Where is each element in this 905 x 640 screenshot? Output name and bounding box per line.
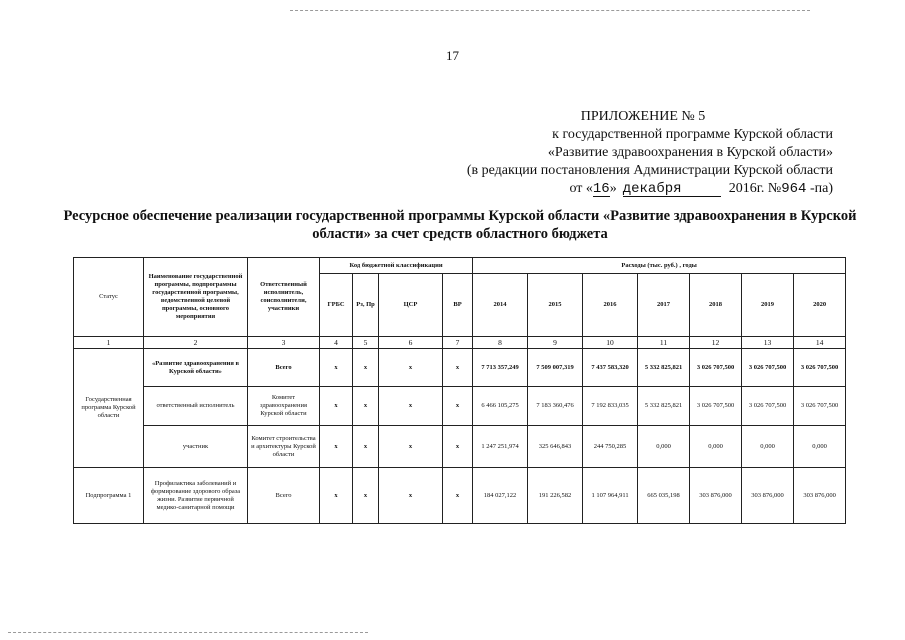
header-year: 2018 — [690, 274, 742, 337]
table-row-gp-executor — [74, 387, 846, 426]
column-number-row — [74, 337, 846, 349]
header-executor: Ответственный исполнитель, соисполнители, участники — [248, 258, 320, 337]
value-cell: 7 437 583,320 — [583, 349, 638, 387]
column-number: 6 — [379, 337, 443, 349]
column-number: 4 — [320, 337, 353, 349]
scan-artifact-bottom — [8, 632, 368, 633]
table-row-subprogram-1 — [74, 468, 846, 524]
row-name: участник — [144, 426, 248, 468]
header-year: 2016 — [583, 274, 638, 337]
appendix-date-line — [413, 180, 833, 198]
column-number: 14 — [794, 337, 846, 349]
resource-table — [73, 257, 846, 524]
column-number: 7 — [443, 337, 473, 349]
code-cell: х — [353, 349, 379, 387]
value-cell: 7 509 007,319 — [528, 349, 583, 387]
code-cell: х — [320, 387, 353, 426]
appendix-edition-note: (в редакции постановления Администрации Курской области — [466, 163, 833, 178]
code-cell: х — [320, 349, 353, 387]
column-number: 2 — [144, 337, 248, 349]
date-month: декабря — [623, 182, 721, 197]
value-cell: 0,000 — [638, 426, 690, 468]
value-cell: 6 466 105,275 — [473, 387, 528, 426]
value-cell: 0,000 — [794, 426, 846, 468]
header-year: 2014 — [473, 274, 528, 337]
column-number: 10 — [583, 337, 638, 349]
header-vr: ВР — [443, 274, 473, 337]
code-cell: х — [443, 426, 473, 468]
code-cell: х — [443, 468, 473, 524]
value-cell: 3 026 707,500 — [690, 349, 742, 387]
code-cell: х — [320, 468, 353, 524]
value-cell: 303 876,000 — [742, 468, 794, 524]
value-cell: 665 035,198 — [638, 468, 690, 524]
header-year: 2020 — [794, 274, 846, 337]
appendix-title: ПРИЛОЖЕНИЕ № 5 — [580, 109, 706, 124]
table-row-gp-total — [74, 349, 846, 387]
value-cell: 0,000 — [690, 426, 742, 468]
header-row-1 — [74, 258, 846, 274]
gp-status-cell: Государственная программа Курской области — [74, 349, 144, 468]
header-budget-code: Код бюджетной классификации — [320, 258, 473, 274]
code-cell: х — [320, 426, 353, 468]
value-cell: 3 026 707,500 — [742, 349, 794, 387]
decree-number: 964 — [781, 181, 807, 197]
code-cell: х — [379, 426, 443, 468]
value-cell: 303 876,000 — [794, 468, 846, 524]
header-year: 2019 — [742, 274, 794, 337]
column-number: 3 — [248, 337, 320, 349]
value-cell: 0,000 — [742, 426, 794, 468]
date-mid: » — [609, 181, 617, 196]
column-number: 8 — [473, 337, 528, 349]
date-day: 16 — [592, 181, 610, 197]
value-cell: 7 183 360,476 — [528, 387, 583, 426]
code-cell: х — [353, 387, 379, 426]
appendix-program-ref: к государственной программе Курской области — [552, 127, 833, 142]
row-executor: Всего — [248, 349, 320, 387]
header-grbs: ГРБС — [320, 274, 353, 337]
page-number: 17 — [446, 48, 459, 63]
code-cell: х — [353, 426, 379, 468]
value-cell: 1 107 964,911 — [583, 468, 638, 524]
document-title: Ресурсное обеспечение реализации государственной программы Курской области «Развитие здравоохранения в Курской области» за счет средств областного бюджета — [63, 208, 857, 242]
header-year: 2017 — [638, 274, 690, 337]
header-csr: ЦСР — [379, 274, 443, 337]
column-number: 11 — [638, 337, 690, 349]
value-cell: 3 026 707,500 — [794, 387, 846, 426]
value-cell: 244 750,285 — [583, 426, 638, 468]
value-cell: 325 646,843 — [528, 426, 583, 468]
scan-artifact-top — [290, 10, 810, 11]
code-cell: х — [379, 387, 443, 426]
value-cell: 184 027,122 — [473, 468, 528, 524]
appendix-header — [413, 108, 833, 198]
value-cell: 7 192 833,035 — [583, 387, 638, 426]
header-year: 2015 — [528, 274, 583, 337]
column-number: 13 — [742, 337, 794, 349]
header-name: Наименование государственной программы, подпрограммы государственной программы, ведомственной целевой программы, основного мероприятия — [144, 258, 248, 337]
header-expenses: Расходы (тыс. руб.) , годы — [473, 258, 846, 274]
column-number: 5 — [353, 337, 379, 349]
row-name: «Развитие здравоохранения в Курской области» — [144, 349, 248, 387]
value-cell: 7 713 357,249 — [473, 349, 528, 387]
code-cell: х — [443, 387, 473, 426]
value-cell: 1 247 251,974 — [473, 426, 528, 468]
value-cell: 3 026 707,500 — [794, 349, 846, 387]
value-cell: 191 226,582 — [528, 468, 583, 524]
row-executor: Всего — [248, 468, 320, 524]
row-executor: Комитет строительства и архитектуры Курской области — [248, 426, 320, 468]
date-year: 2016г. № — [728, 181, 782, 196]
date-prefix: от « — [569, 181, 593, 196]
value-cell: 3 026 707,500 — [742, 387, 794, 426]
row-executor: Комитет здравоохранения Курской области — [248, 387, 320, 426]
code-cell: х — [379, 349, 443, 387]
code-cell: х — [353, 468, 379, 524]
table-row-gp-participant — [74, 426, 846, 468]
row-name: Профилактика заболеваний и формирование здорового образа жизни. Развитие первичной медико-санитарной помощи — [144, 468, 248, 524]
column-number: 1 — [74, 337, 144, 349]
value-cell: 303 876,000 — [690, 468, 742, 524]
value-cell: 5 332 825,821 — [638, 349, 690, 387]
code-cell: х — [379, 468, 443, 524]
sub-status-cell: Подпрограмма 1 — [74, 468, 144, 524]
code-cell: х — [443, 349, 473, 387]
value-cell: 3 026 707,500 — [690, 387, 742, 426]
appendix-program-name: «Развитие здравоохранения в Курской области» — [547, 145, 833, 160]
decree-suffix: -па) — [806, 181, 833, 196]
header-rzpr: Рз, Пр — [353, 274, 379, 337]
column-number: 12 — [690, 337, 742, 349]
value-cell: 5 332 825,821 — [638, 387, 690, 426]
header-status: Статус — [74, 258, 144, 337]
column-number: 9 — [528, 337, 583, 349]
row-name: ответственный исполнитель — [144, 387, 248, 426]
